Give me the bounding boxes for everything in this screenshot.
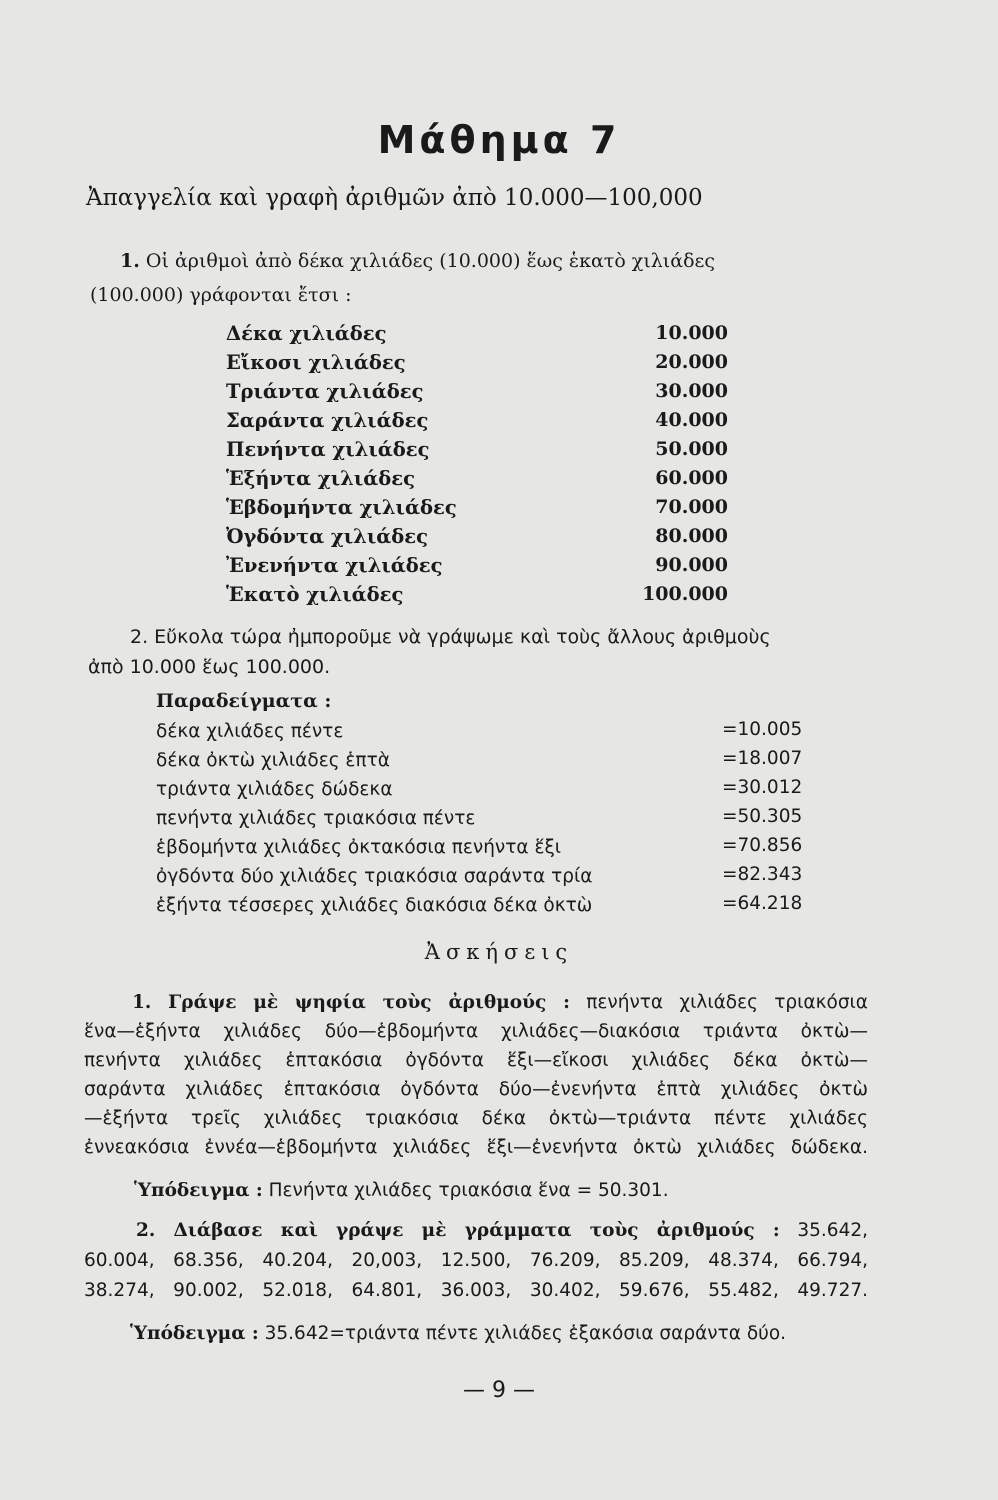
table-row-word: Σαράντα χιλιάδες — [226, 409, 429, 432]
exercise1-lead: 1. Γράψε μὲ ψηφία τοὺς ἀριθμούς : — [132, 992, 570, 1013]
page-number: — 9 — — [463, 1378, 535, 1403]
lesson-subtitle: Ἀπαγγελία καὶ γραφὴ ἀριθμῶν ἀπὸ 10.000—100,000 — [86, 185, 703, 211]
example-text: ἑβδομήντα χιλιάδες ὀκτακόσια πενήντα ἕξι — [156, 837, 562, 858]
table-row-word: Ἐνενήντα χιλιάδες — [226, 554, 443, 577]
example-text: τριάντα χιλιάδες δώδεκα — [156, 779, 393, 800]
exercise2-lead: 2. Διάβασε καὶ γράψε μὲ γράμματα τοὺς ἀριθμούς : — [136, 1220, 780, 1241]
exercise2-hint — [130, 1323, 786, 1344]
exercise2-line: 35.642, — [797, 1220, 869, 1241]
exercise1-line: σαράντα χιλιάδες ἑπτακόσια ὀγδόντα δύο—ἐνενήντα ἑπτὰ χιλιάδες ὀκτὼ — [84, 1079, 868, 1100]
table-row-number: 10.000 — [655, 322, 728, 344]
exercise2-first-line — [136, 1220, 868, 1241]
example-value: =30.012 — [722, 777, 803, 798]
exercise1-hint-text: Πενήντα χιλιάδες τριακόσια ἕνα = 50.301. — [268, 1180, 669, 1201]
table-row-number: 80.000 — [655, 525, 728, 547]
table-row-number: 90.000 — [655, 554, 728, 576]
table-row-word: Ἑκατὸ χιλιάδες — [226, 583, 404, 606]
exercise1-line: πενήντα χιλιάδες ἑπτακόσια ὀγδόντα ἕξι—εἴκοσι χιλιάδες δέκα ὀκτὼ— — [84, 1050, 868, 1071]
example-text: δέκα ὀκτὼ χιλιάδες ἑπτὰ — [156, 750, 390, 771]
table-row-number: 40.000 — [655, 409, 728, 431]
table-row-word: Ἑξήντα χιλιάδες — [226, 467, 416, 490]
example-text: ἑξήντα τέσσερες χιλιάδες διακόσια δέκα ὀκτὼ — [156, 895, 593, 916]
exercise1-hint — [134, 1180, 669, 1201]
examples-label: Παραδείγματα : — [156, 690, 332, 712]
table-row-word: Τριάντα χιλιάδες — [226, 380, 424, 403]
exercise1-line: ἕνα—ἑξήντα χιλιάδες δύο—ἑβδομήντα χιλιάδες—διακόσια τριάντα ὀκτὼ— — [84, 1021, 868, 1042]
table-row-number: 20.000 — [655, 351, 728, 373]
exercise1-hint-label: Ὑπόδειγμα : — [134, 1180, 263, 1201]
example-value: =70.856 — [722, 835, 803, 856]
exercise2-hint-text: 35.642=τριάντα πέντε χιλιάδες ἑξακόσια σαράντα δύο. — [264, 1323, 787, 1344]
exercise1-line: ἐννεακόσια ἐννέα—ἑβδομήντα χιλιάδες ἕξι—ἐνενήντα ὀκτὼ χιλιάδες δώδεκα. — [84, 1137, 868, 1158]
section2-line1: 2. Εὔκολα τώρα ἠμποροῦμε νὰ γράψωμε καὶ τοὺς ἄλλους ἀριθμοὺς — [130, 626, 771, 648]
lesson-title: Μάθημα 7 — [377, 118, 621, 162]
example-text: δέκα χιλιάδες πέντε — [156, 721, 344, 742]
example-text: ὀγδόντα δύο χιλιάδες τριακόσια σαράντα τρία — [156, 866, 593, 887]
table-row-word: Εἴκοσι χιλιάδες — [226, 351, 406, 374]
table-row-number: 70.000 — [655, 496, 728, 518]
section1-intro-line2: (100.000) γράφονται ἔτσι : — [90, 284, 352, 306]
example-value: =50.305 — [722, 806, 803, 827]
exercise2-line: 60.004, 68.356, 40.204, 20,003, 12.500, 76.209, 85.209, 48.374, 66.794, — [84, 1250, 868, 1271]
example-value: =18.007 — [722, 748, 803, 769]
section1-text-line1: Οἱ ἀριθμοὶ ἀπὸ δέκα χιλιάδες (10.000) ἕως ἑκατὸ χιλιάδες — [145, 250, 716, 272]
example-value: =82.343 — [722, 864, 803, 885]
table-row-number: 30.000 — [655, 380, 728, 402]
table-row-word: Ὀγδόντα χιλιάδες — [226, 525, 428, 548]
section1-number: 1. — [120, 250, 140, 272]
example-value: =10.005 — [722, 719, 803, 740]
example-text: πενήντα χιλιάδες τριακόσια πέντε — [156, 808, 476, 829]
exercise1-first-line — [132, 992, 868, 1013]
table-row-number: 60.000 — [655, 467, 728, 489]
section2-line2: ἀπὸ 10.000 ἕως 100.000. — [88, 656, 331, 678]
exercise2-line: 38.274, 90.002, 52.018, 64.801, 36.003, 30.402, 59.676, 55.482, 49.727. — [84, 1280, 868, 1301]
example-value: =64.218 — [722, 893, 803, 914]
table-row-word: Πενήντα χιλιάδες — [226, 438, 430, 461]
exercise1-line: πενήντα χιλιάδες τριακόσια — [586, 992, 869, 1013]
exercise1-line: —ἑξήντα τρεῖς χιλιάδες τριακόσια δέκα ὀκτὼ—τριάντα πέντε χιλιάδες — [84, 1108, 868, 1129]
table-row-word: Δέκα χιλιάδες — [226, 322, 387, 345]
table-row-number: 100.000 — [642, 583, 728, 605]
table-row-word: Ἑβδομήντα χιλιάδες — [226, 496, 457, 519]
exercises-heading: Ἀσκήσεις — [424, 940, 574, 964]
exercise2-hint-label: Ὑπόδειγμα : — [130, 1323, 259, 1344]
section1-intro-line1 — [120, 250, 715, 272]
table-row-number: 50.000 — [655, 438, 728, 460]
